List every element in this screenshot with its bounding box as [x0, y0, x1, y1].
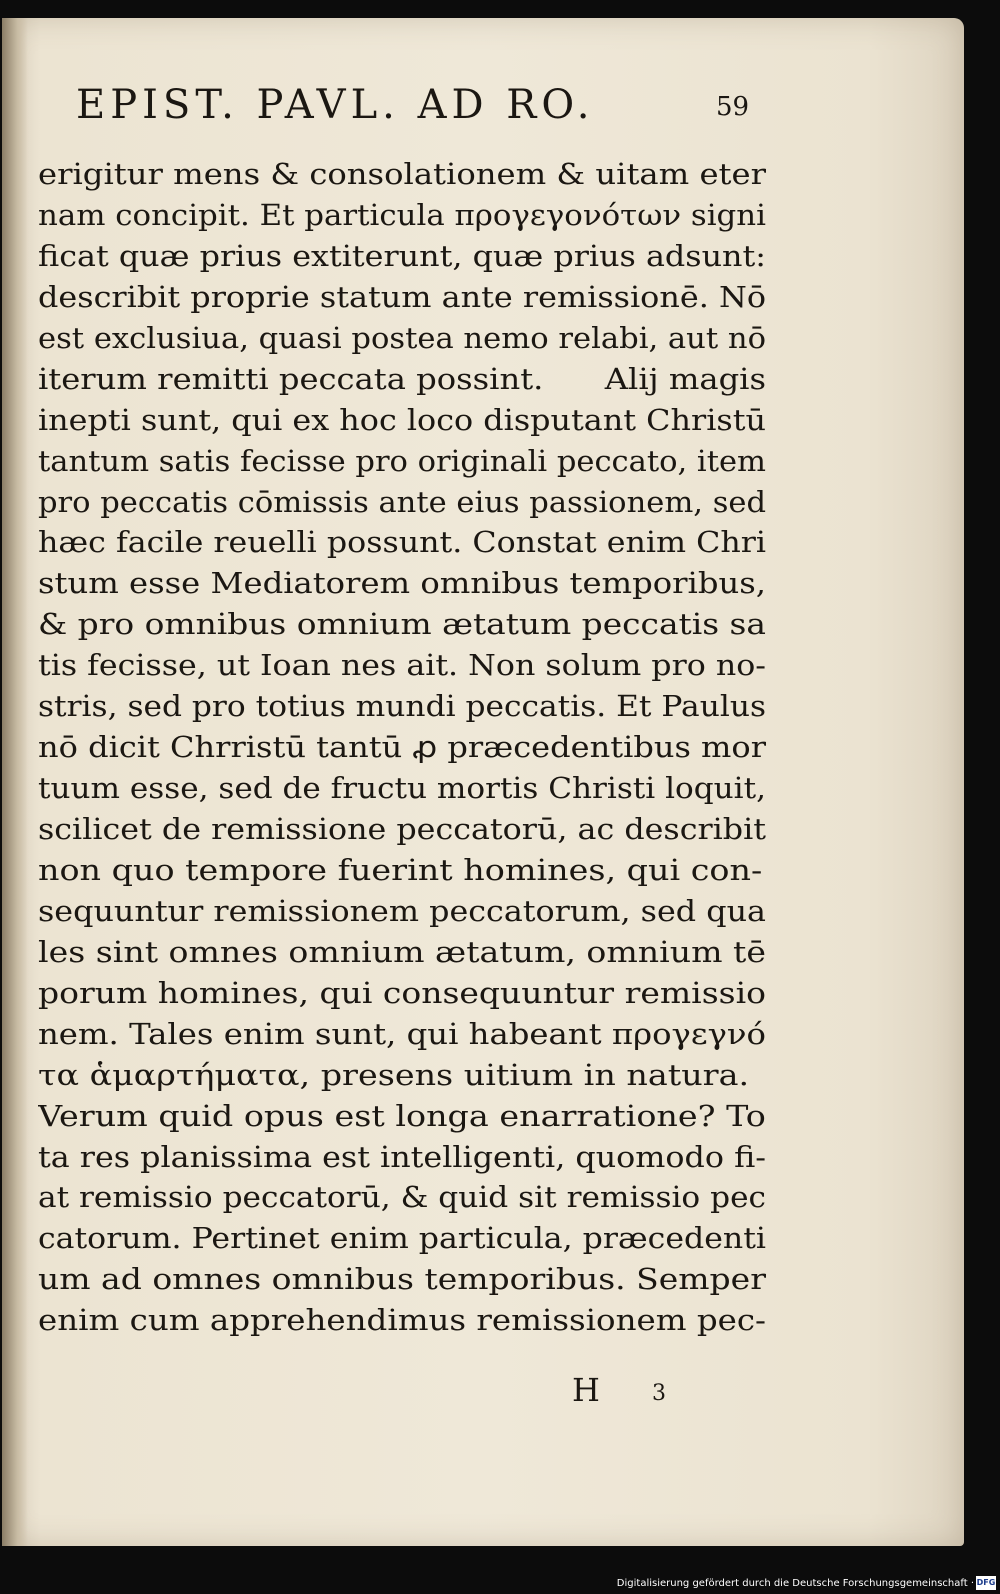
text-line: enim cum apprehendimus remissionem pec-	[38, 1303, 766, 1338]
dfg-logo-icon: DFG	[976, 1576, 996, 1590]
text-line: nam concipit. Et particula προγεγονότων signi	[38, 197, 766, 232]
text-line: non quo tempore fuerint homines, qui con-	[38, 852, 763, 887]
text-line: at remissio peccatorū, & quid sit remissio pec	[38, 1180, 766, 1215]
text-line: um ad omnes omnibus temporibus. Semper	[38, 1262, 766, 1297]
page-header	[76, 80, 776, 130]
folio-number: 59	[716, 92, 750, 122]
book-page	[2, 18, 964, 1546]
body-text	[38, 154, 766, 1341]
text-line: tuum esse, sed de fructu mortis Christi loquit,	[38, 771, 766, 806]
text-line: catorum. Pertinet enim particula, præcedenti	[38, 1221, 766, 1256]
text-line: erigitur mens & consolationem & uitam eter	[38, 157, 766, 191]
text-line: hæc facile reuelli possunt. Constat enim Chri	[38, 525, 766, 560]
text-line: ficat quæ prius extiterunt, quæ prius adsunt:	[38, 238, 766, 273]
text-line: τα ἁμαρτήματα, presens uitium in natura.	[38, 1057, 750, 1092]
digitization-credit: Digitalisierung gefördert durch die Deutsche Forschungsgemeinschaft ·	[616, 1578, 974, 1589]
page-gutter-shadow	[2, 18, 28, 1546]
text-line: describit proprie statum ante remissionē. Nō	[38, 279, 766, 314]
text-line: tantum satis fecisse pro originali peccato, item	[38, 443, 766, 478]
text-line: & pro omnibus omnium ætatum peccatis sa	[38, 607, 766, 642]
text-line: porum homines, qui consequuntur remissio	[38, 975, 766, 1010]
text-line: stris, sed pro totius mundi peccatis. Et Paulus	[38, 689, 766, 724]
text-line: Verum quid opus est longa enarratione? To	[38, 1098, 766, 1133]
text-line: iterum remitti peccata possint. Alij magis	[38, 361, 766, 396]
text-line: inepti sunt, qui ex hoc loco disputant Christū	[38, 402, 766, 437]
signature-mark: H	[572, 1371, 600, 1409]
text-line: pro peccatis cōmissis ante eius passionem, sed	[38, 484, 766, 519]
text-line: est exclusiua, quasi postea nemo relabi, aut nō	[38, 320, 766, 355]
sheet-number: 3	[652, 1381, 666, 1406]
text-line: ta res planissima est intelligenti, quomodo fi-	[38, 1139, 766, 1174]
running-head: EPIST. PAVL. AD RO.	[76, 82, 595, 128]
text-line: sequuntur remissionem peccatorum, sed qua	[38, 893, 766, 928]
text-line: tis fecisse, ut Ioan nes ait. Non solum pro no-	[38, 648, 766, 683]
text-line: nō dicit Chrristū tantū ꝓ præcedentibus mor	[38, 730, 766, 765]
text-line: scilicet de remissione peccatorū, ac describit	[38, 812, 766, 846]
text-line: nem. Tales enim sunt, qui habeant προγεγνό	[38, 1016, 766, 1051]
text-line: les sint omnes omnium ætatum, omnium tē	[38, 934, 766, 969]
text-line: stum esse Mediatorem omnibus temporibus,	[38, 566, 766, 601]
